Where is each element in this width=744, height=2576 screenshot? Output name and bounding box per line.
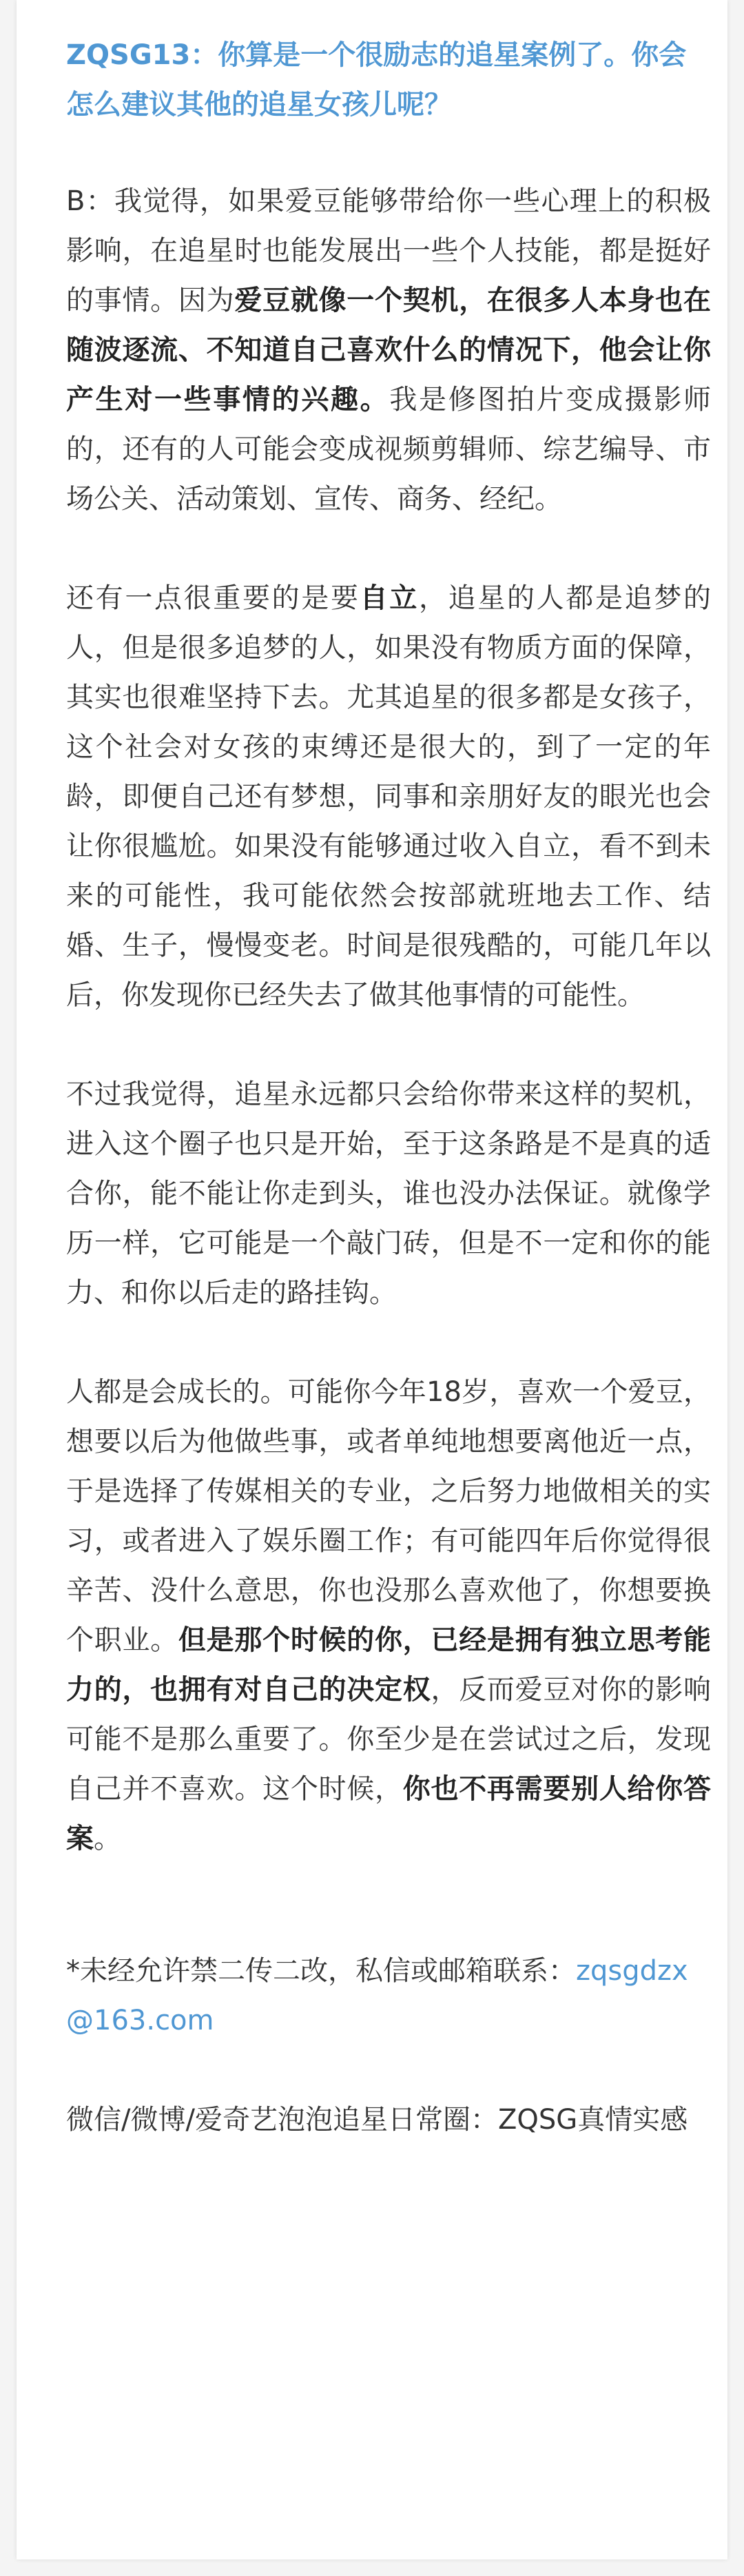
copyright-note: [66, 1946, 711, 2045]
copyright-note-text: *未经允许禁二传二改，私信或邮箱联系：: [66, 1955, 576, 1987]
paragraph-2-text-c: ，追星的人都是追梦的人，但是很多追梦的人，如果没有物质方面的保障，其实也很难坚持下去。尤其追星的很多都是女孩子，这个社会对女孩的束缚还是很大的，到了一定的年龄，即便自己还有梦想，同事和亲朋好友的眼光也会让你很尴尬。如果没有能够通过收入自立，看不到未来的可能性，我可能依然会按部就班地去工作、结婚、生子，慢慢变老。时间是很残酷的，可能几年以后，你发现你已经失去了做其他事情的可能性。: [66, 582, 712, 1011]
paragraph-1-text-c: 我是修图拍片变成摄影师的，还有的人可能会变成视频剪辑师、综艺编导、市场公关、活动策划、宣传、商务、经纪。: [66, 384, 712, 515]
social-footer: 微信/微博/爱奇艺泡泡追星日常圈：ZQSG真情实感: [66, 2104, 688, 2136]
paragraph-1-text-a: B：我觉得，如果爱豆能够带给你一些心理上的积极影响，在追星时也能发展出一些个人技能，都是挺好的事情。因为: [66, 185, 711, 316]
paragraph-4-bold-1: 但是那个时候的你，已经是拥有独立思考能力的，也拥有对自己的决定权: [66, 1624, 712, 1706]
answer-paragraph-2: [66, 573, 711, 1020]
paragraph-1-bold: 爱豆就像一个契机，在很多人本身也在随波逐流、不知道自己喜欢什么的情况下，他会让你产生对一些事情的兴趣。: [66, 285, 712, 416]
paragraph-2-text-a: 还有一点很重要的是要: [66, 582, 360, 614]
article-content: [66, 30, 711, 2145]
paragraph-4-text-e: 。: [94, 1823, 121, 1854]
answer-paragraph-3: 不过我觉得，追星永远都只会给你带来这样的契机，进入这个圈子也只是开始，至于这条路是不是真的适合你，能不能让你走到头，谁也没办法保证。就像学历一样，它可能是一个敲门砖，但是不一定和你的能力、和你以后走的路挂钩。: [66, 1079, 711, 1309]
paragraph-4-text-a: 人都是会成长的。可能你今年18岁，喜欢一个爱豆，想要以后为他做些事，或者单纯地想要离他近一点，于是选择了传媒相关的专业，之后努力地做相关的实习，或者进入了娱乐圈工作；有可能四年后你觉得很辛苦、没什么意思，你也没那么喜欢他了，你想要换个职业。: [66, 1376, 711, 1656]
paragraph-4-text-c: ，反而爱豆对你的影响可能不是那么重要了。你至少是在尝试过之后，发现自己并不喜欢。这个时候，: [66, 1674, 712, 1805]
paragraph-4-bold-2: 你也不再需要别人给你答案: [66, 1773, 712, 1854]
interview-question: ZQSG13：你算是一个很励志的追星案例了。你会怎么建议其他的追星女孩儿呢？: [66, 39, 687, 121]
paragraph-2-bold: 自立: [360, 582, 420, 614]
answer-paragraph-1: [66, 176, 711, 524]
article-card: [17, 0, 727, 2559]
contact-email-link[interactable]: zqsgdzx@163.com: [66, 1955, 688, 2036]
answer-paragraph-4: [66, 1367, 711, 1863]
